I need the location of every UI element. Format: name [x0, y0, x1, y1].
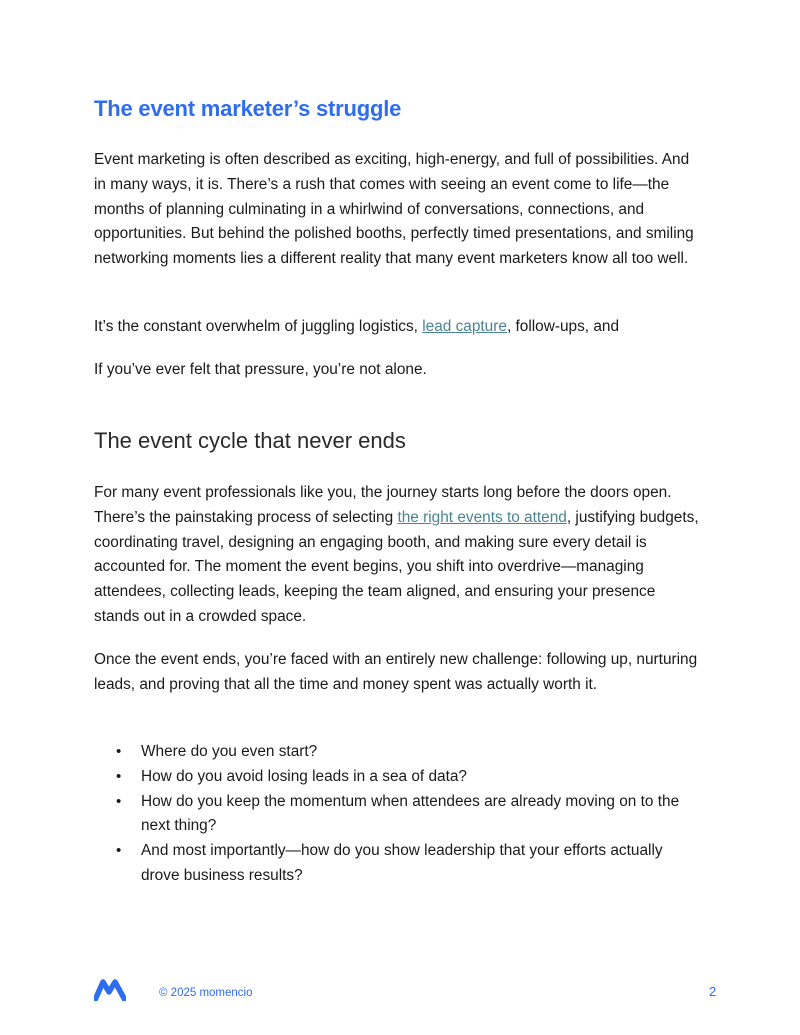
- list-item-text: How do you avoid losing leads in a sea of data?: [141, 767, 467, 785]
- paragraph-text: It’s the constant overwhelm of juggling logistics,: [94, 318, 423, 335]
- list-item: [94, 839, 700, 889]
- bullet-icon: •: [116, 767, 122, 785]
- paragraph-journey: [94, 481, 704, 630]
- paragraph-text: , follow-ups, and: [506, 318, 620, 335]
- paragraph-overwhelm: [94, 315, 704, 340]
- paragraph-text: For many event professionals like you, the journey starts long before the doors open. There’s the painstaking process of selecting: [94, 484, 672, 526]
- momencio-logo-icon: [94, 979, 126, 1001]
- list-item: [94, 790, 700, 840]
- list-item-text: And most importantly—how do you show leadership that your efforts actually drove business results?: [141, 842, 663, 884]
- paragraph-not-alone: If you’ve ever felt that pressure, you’re not alone.: [94, 361, 427, 378]
- list-item: [94, 765, 700, 790]
- question-list: [94, 740, 700, 889]
- right-events-link[interactable]: the right events to attend: [397, 508, 567, 526]
- page-number: 2: [709, 984, 717, 999]
- paragraph-text: , justifying budgets, coordinating travel, designing an engaging booth, and making sure every detail is accounted for. The moment the event begins, you shift into overdrive—managing attendees, collecting leads, keeping the team aligned, and ensuring your presence stands out in a crowded space.: [94, 508, 699, 625]
- list-item-text: Where do you even start?: [141, 743, 318, 760]
- paragraph-after-event: Once the event ends, you’re faced with an entirely new challenge: following up, nurturing leads, and proving that all the time and money spent was actually worth it.: [94, 651, 698, 693]
- lead-capture-link[interactable]: lead capture: [422, 318, 507, 335]
- list-item-text: How do you keep the momentum when attendees are already moving on to the next thing?: [141, 792, 680, 835]
- section-heading-struggle: The event marketer’s struggle: [94, 96, 402, 121]
- list-item: [94, 740, 700, 765]
- paragraph-intro: Event marketing is often described as exciting, high-energy, and full of possibilities. And in many ways, it is. There’s a rush that comes with seeing an event come to life—the months of planning culminating in a whirlwind of conversations, connections, and opportunities. But behind the polished booths, perfectly timed presentations, and smiling networking moments lies a different reality that many event marketers know all too well.: [94, 151, 694, 268]
- section-heading-event-cycle: The event cycle that never ends: [94, 428, 406, 453]
- bullet-icon: •: [116, 743, 122, 760]
- bullet-icon: •: [116, 842, 122, 860]
- footer-copyright: © 2025 momencio: [159, 987, 253, 999]
- bullet-icon: •: [116, 792, 122, 810]
